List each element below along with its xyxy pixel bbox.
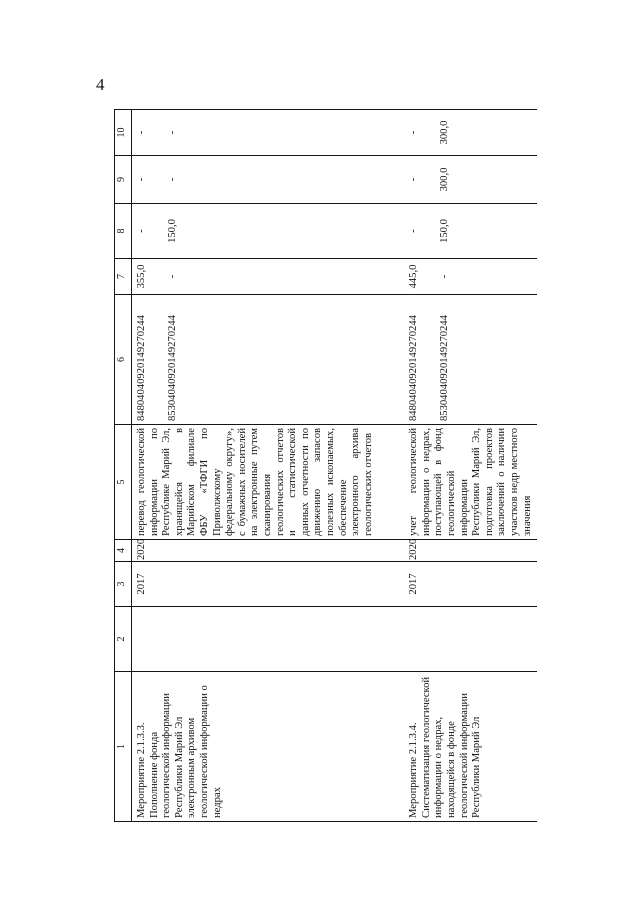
col7-values (378, 259, 537, 295)
amount-value: - (136, 177, 147, 182)
page-number: 4 (96, 75, 105, 94)
column-header: 2 (115, 607, 132, 672)
amount-value: 150,0 (166, 219, 178, 243)
col8-values (378, 204, 537, 259)
column-header: 5 (115, 425, 132, 540)
column-header: 10 (115, 110, 132, 156)
budget-code: 84804040920149270244 (408, 315, 420, 421)
executor-cell (132, 607, 379, 672)
amount-value: - (136, 130, 147, 135)
budget-codes-cell (132, 295, 379, 425)
budget-code: 85304040920149270244 (166, 315, 178, 421)
column-header: 4 (115, 540, 132, 562)
col10-values (378, 110, 537, 156)
col9-values (378, 156, 537, 204)
amount-value: - (166, 274, 178, 279)
measure-description: учет геологической информации о недрах, поступающей в фонд геологической информации Республики Марий Эл, подготовка проектов заключений о наличии участков недр местного значения (378, 425, 537, 540)
table-row (132, 110, 379, 822)
col7-values (132, 259, 379, 295)
col8-values (132, 204, 379, 259)
amount-value: - (408, 130, 420, 135)
amount-value: 445,0 (408, 264, 420, 289)
amount-value: - (438, 274, 450, 279)
amount-value: - (166, 130, 178, 135)
start-year: 2017 (378, 562, 537, 607)
measure-name: Мероприятие 2.1.3.3. Пополнение фонда геологической информации Республики Марий Эл электронным архивом геологической информации о недрах (132, 672, 379, 822)
amount-value: - (136, 229, 147, 233)
amount-value: 300,0 (438, 167, 450, 192)
column-header: 7 (115, 259, 132, 295)
col10-values (132, 110, 379, 156)
amount-value: - (408, 177, 420, 182)
budget-codes-cell (378, 295, 537, 425)
amount-value: - (408, 229, 420, 233)
end-year: 2020 (132, 540, 379, 562)
start-year: 2017 (132, 562, 379, 607)
amount-value: - (166, 177, 178, 182)
amount-value: 300,0 (438, 120, 450, 145)
end-year: 2020 (378, 540, 537, 562)
column-header: 3 (115, 562, 132, 607)
measure-name: Мероприятие 2.1.3.4. Систематизация геологической информации о недрах, находящейся в фонде геологической информации Республики Марий Эл (378, 672, 537, 822)
budget-code: 85304040920149270244 (438, 315, 450, 421)
column-header: 9 (115, 156, 132, 204)
col9-values (132, 156, 379, 204)
budget-code: 84804040920149270244 (136, 315, 147, 421)
table-header-row (115, 110, 132, 822)
amount-value: 150,0 (438, 219, 450, 243)
column-header: 1 (115, 672, 132, 822)
table-row (378, 110, 537, 822)
measure-description: перевод геологической информации по Республике Марий Эл, хранящейся в Марийском филиале ФБУ «ТФГИ по Приволжскому федеральному округу», с бумажных носителей на электронные путем сканирования геологических отчетов и статистической данных отчетности по движению запасов полезных ископаемых, обеспечение электронного архива геологических отчетов (132, 425, 379, 540)
executor-cell (378, 607, 537, 672)
column-header: 8 (115, 204, 132, 259)
program-measures-table (114, 109, 537, 822)
column-header: 6 (115, 295, 132, 425)
amount-value: 355,0 (136, 264, 147, 289)
